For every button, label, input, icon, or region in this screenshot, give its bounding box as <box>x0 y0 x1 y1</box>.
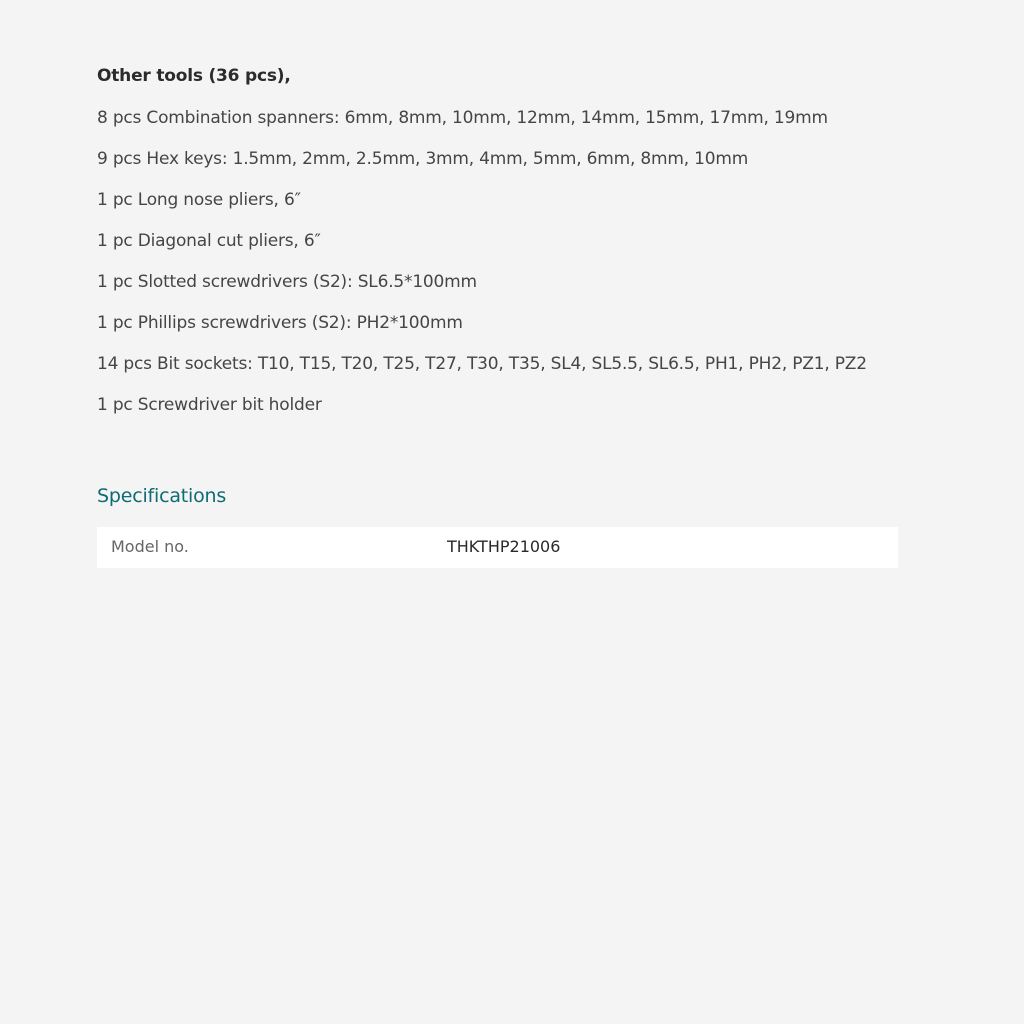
spec-label-model-no: Model no. <box>111 537 189 556</box>
list-item: 1 pc Diagonal cut pliers, 6″ <box>97 231 321 251</box>
list-item: 9 pcs Hex keys: 1.5mm, 2mm, 2.5mm, 3mm, 4mm, 5mm, 6mm, 8mm, 10mm <box>97 149 749 169</box>
list-item: 1 pc Long nose pliers, 6″ <box>97 190 301 210</box>
specifications-table <box>97 527 898 568</box>
list-item: 1 pc Slotted screwdrivers (S2): SL6.5*100mm <box>97 272 477 292</box>
list-item: 14 pcs Bit sockets: T10, T15, T20, T25, T27, T30, T35, SL4, SL5.5, SL6.5, PH1, PH2, PZ1, PZ2 <box>97 354 867 374</box>
specifications-title: Specifications <box>97 485 227 507</box>
list-item: 1 pc Screwdriver bit holder <box>97 395 322 415</box>
other-tools-heading: Other tools (36 pcs), <box>97 66 291 86</box>
list-item: 8 pcs Combination spanners: 6mm, 8mm, 10mm, 12mm, 14mm, 15mm, 17mm, 19mm <box>97 108 828 128</box>
spec-value-model-no: THKTHP21006 <box>447 537 561 556</box>
list-item: 1 pc Phillips screwdrivers (S2): PH2*100mm <box>97 313 463 333</box>
tools-list <box>97 107 867 435</box>
